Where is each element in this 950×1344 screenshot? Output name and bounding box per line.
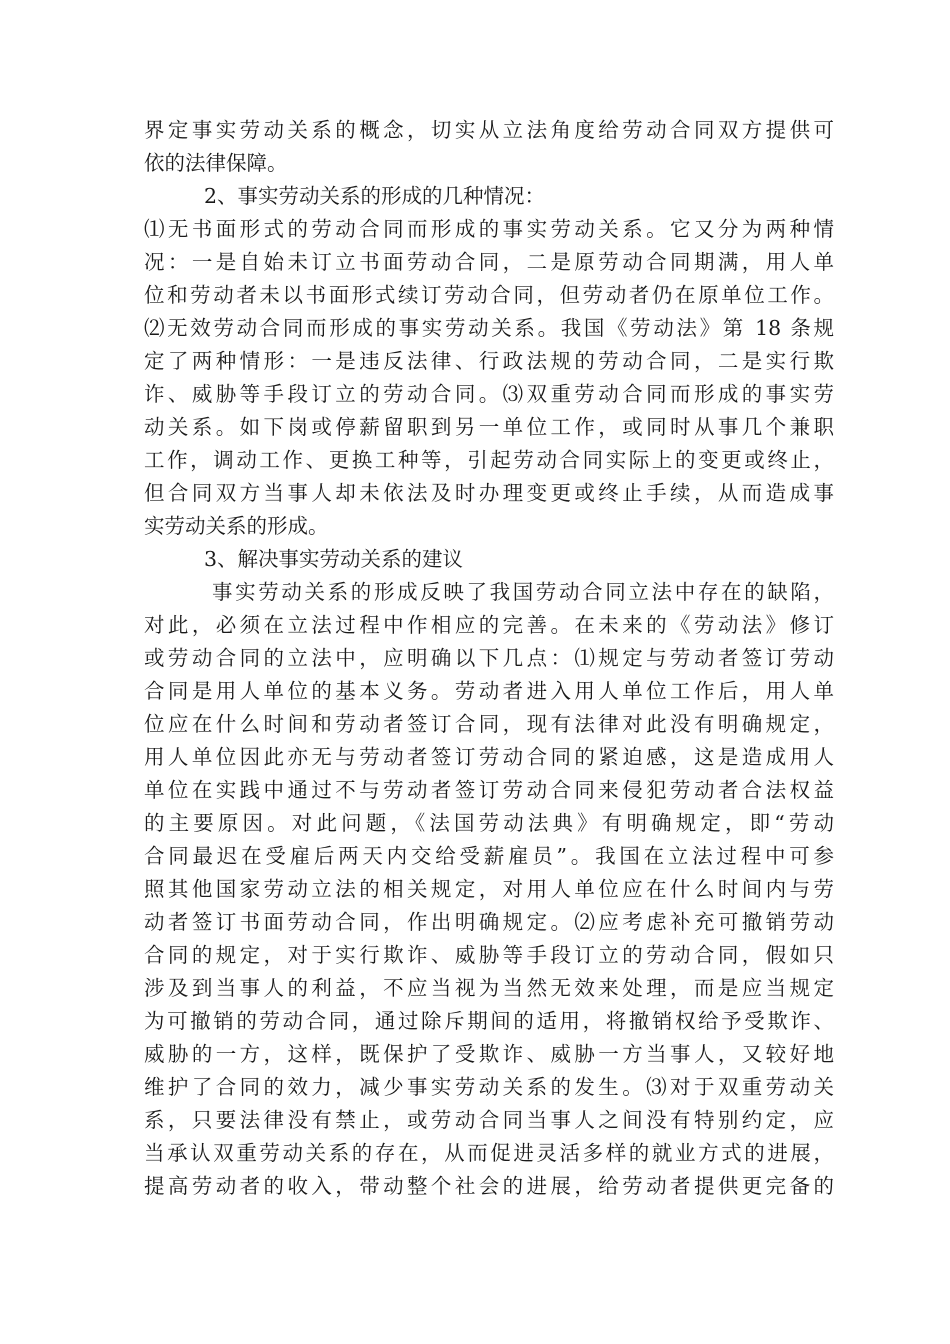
text-line: 动关系。如下岗或停薪留职到另一单位工作，或同时从事几个兼职 bbox=[144, 415, 834, 439]
text-line: ⑴无书面形式的劳动合同而形成的事实劳动关系。它又分为两种情 bbox=[144, 217, 834, 241]
text-line: 对此，必须在立法过程中作相应的完善。在未来的《劳动法》修订 bbox=[144, 613, 834, 637]
text-line: 诈、威胁等手段订立的劳动合同。⑶双重劳动合同而形成的事实劳 bbox=[144, 382, 834, 406]
text-line: 当承认双重劳动关系的存在，从而促进灵活多样的就业方式的进展， bbox=[144, 1141, 834, 1165]
text-line: 单位在实践中通过不与劳动者签订劳动合同来侵犯劳动者合法权益 bbox=[144, 778, 834, 802]
text-line: 为可撤销的劳动合同，通过除斥期间的适用，将撤销权给予受欺诈、 bbox=[144, 1009, 834, 1033]
text-line: 照其他国家劳动立法的相关规定，对用人单位应在什么时间内与劳 bbox=[144, 877, 834, 901]
text-line: 威胁的一方，这样，既保护了受欺诈、威胁一方当事人，又较好地 bbox=[144, 1042, 834, 1066]
text-line: 位和劳动者未以书面形式续订劳动合同，但劳动者仍在原单位工作。 bbox=[144, 283, 834, 307]
text-line: 位应在什么时间和劳动者签订合同，现有法律对此没有明确规定， bbox=[144, 712, 834, 736]
text-line: 实劳动关系的形成。 bbox=[144, 514, 329, 538]
text-line: 提高劳动者的收入，带动整个社会的进展，给劳动者提供更完备的 bbox=[144, 1174, 834, 1198]
text-line: 系，只要法律没有禁止，或劳动合同当事人之间没有特别约定，应 bbox=[144, 1108, 834, 1132]
text-line: 况：一是自始未订立书面劳动合同，二是原劳动合同期满，用人单 bbox=[144, 250, 834, 274]
text-line: 或劳动合同的立法中，应明确以下几点：⑴规定与劳动者签订劳动 bbox=[144, 646, 834, 670]
text-line: 界定事实劳动关系的概念，切实从立法角度给劳动合同双方提供可 bbox=[144, 118, 834, 142]
document-body bbox=[144, 114, 834, 1203]
text-line: 用人单位因此亦无与劳动者签订劳动合同的紧迫感，这是造成用人 bbox=[144, 745, 834, 769]
text-line: 的主要原因。对此问题，《法国劳动法典》有明确规定，即“劳动 bbox=[144, 811, 834, 835]
text-line: 合同最迟在受雇后两天内交给受薪雇员”。我国在立法过程中可参 bbox=[144, 844, 834, 868]
text-line: 但合同双方当事人却未依法及时办理变更或终止手续，从而造成事 bbox=[144, 481, 834, 505]
paragraph-first-line: 事实劳动关系的形成反映了我国劳动合同立法中存在的缺陷， bbox=[212, 580, 834, 604]
section-heading: 3、解决事实劳动关系的建议 bbox=[204, 547, 464, 571]
text-line: 工作，调动工作、更换工种等，引起劳动合同实际上的变更或终止， bbox=[144, 448, 834, 472]
text-line: 合同是用人单位的基本义务。劳动者进入用人单位工作后，用人单 bbox=[144, 679, 834, 703]
section-heading: 2、事实劳动关系的形成的几种情况： bbox=[204, 184, 546, 208]
text-line: 合同的规定，对于实行欺诈、威胁等手段订立的劳动合同，假如只 bbox=[144, 943, 834, 967]
text-line: 动者签订书面劳动合同，作出明确规定。⑵应考虑补充可撤销劳动 bbox=[144, 910, 834, 934]
text-line: ⑵无效劳动合同而形成的事实劳动关系。我国《劳动法》第 18 条规 bbox=[144, 316, 834, 340]
text-line: 维护了合同的效力，减少事实劳动关系的发生。⑶对于双重劳动关 bbox=[144, 1075, 834, 1099]
text-line: 涉及到当事人的利益，不应当视为当然无效来处理，而是应当规定 bbox=[144, 976, 834, 1000]
text-line: 依的法律保障。 bbox=[144, 151, 288, 175]
text-line: 定了两种情形：一是违反法律、行政法规的劳动合同，二是实行欺 bbox=[144, 349, 834, 373]
